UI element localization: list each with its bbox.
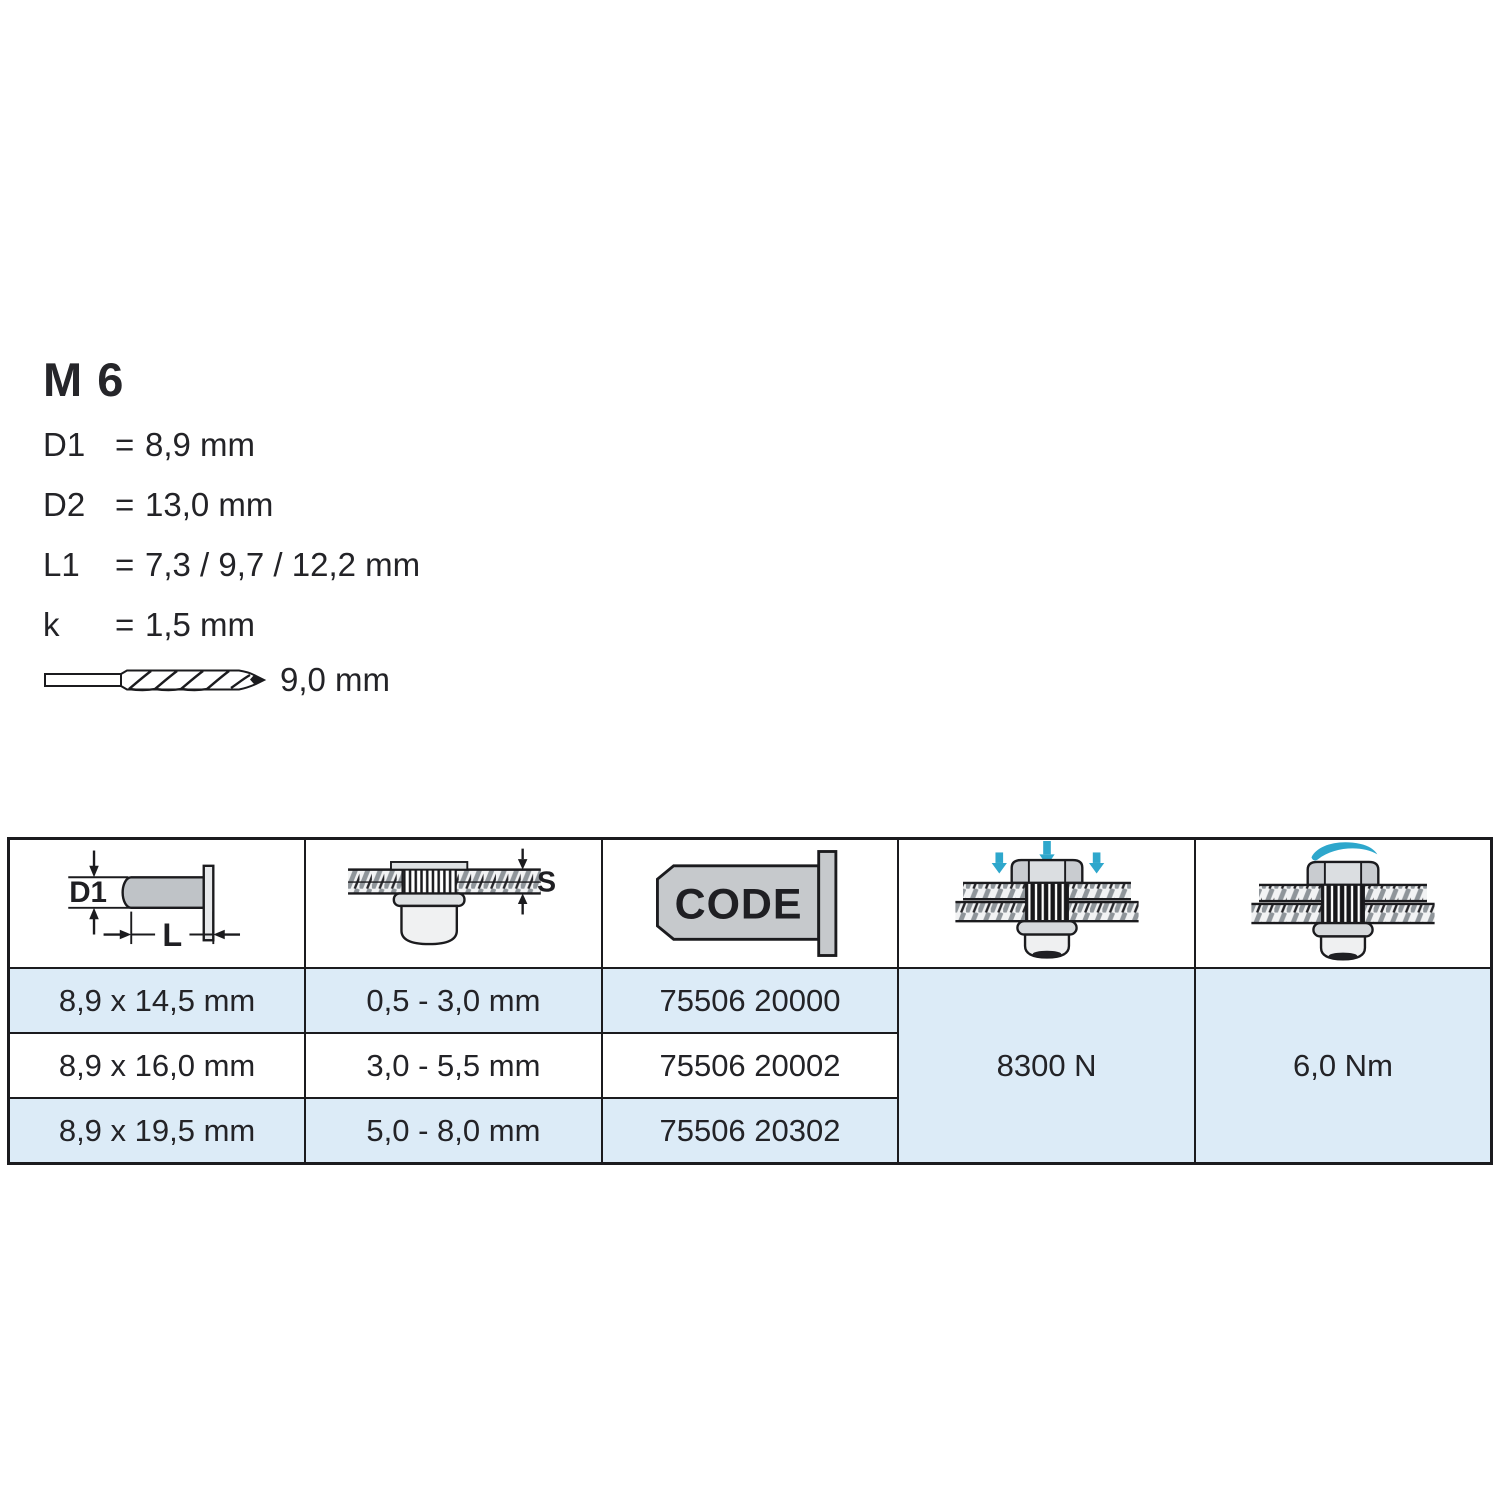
spec-label: L1 — [43, 546, 80, 583]
size-cell: 8,9 x 16,0 mm — [9, 1033, 306, 1098]
grip-range-cell: 0,5 - 3,0 mm — [305, 968, 602, 1033]
spec-label: k — [43, 606, 60, 643]
header-torque-diagram-cell — [1195, 839, 1492, 969]
header-dimension-diagram-cell — [9, 839, 306, 969]
pull-out-force-diagram — [901, 841, 1193, 966]
torque-diagram — [1197, 841, 1489, 966]
code-cell: 75506 20302 — [602, 1098, 899, 1164]
header-pull-out-force-diagram-cell — [898, 839, 1195, 969]
header-code-diagram-cell — [602, 839, 899, 969]
code-cell: 75506 20000 — [602, 968, 899, 1033]
spec-value: 7,3 / 9,7 / 12,2 mm — [145, 546, 421, 583]
spec-row-k — [43, 595, 420, 655]
spec-value: 8,9 mm — [145, 426, 256, 463]
spec-label: D1 — [43, 426, 86, 463]
drill-size-row — [43, 657, 420, 703]
diagram-header-row — [9, 839, 1492, 969]
pull-out-force-cell: 8300 N — [898, 968, 1195, 1164]
code-label: CODE — [674, 880, 803, 929]
page-title: M 6 — [43, 353, 125, 406]
rivet-nut-dimension-diagram — [11, 841, 303, 966]
spec-value: 1,5 mm — [145, 606, 256, 643]
spec-row-d2 — [43, 475, 420, 535]
grip-range-diagram — [307, 841, 599, 966]
spec-equals: = — [115, 426, 135, 463]
drill-diameter-value: 9,0 mm — [280, 661, 391, 698]
spec-block — [43, 352, 420, 703]
spec-value: 13,0 mm — [145, 486, 274, 523]
size-cell: 8,9 x 14,5 mm — [9, 968, 306, 1033]
torque-cell: 6,0 Nm — [1195, 968, 1492, 1164]
spec-equals: = — [115, 606, 135, 643]
grip-label-s: S — [537, 866, 557, 899]
code-diagram — [604, 841, 896, 966]
grip-range-cell: 3,0 - 5,5 mm — [305, 1033, 602, 1098]
grip-range-cell: 5,0 - 8,0 mm — [305, 1098, 602, 1164]
dimension-label-l: L — [162, 916, 183, 953]
spec-equals: = — [115, 546, 135, 583]
spec-equals: = — [115, 486, 135, 523]
drill-bit-icon — [43, 663, 268, 697]
spec-row-d1 — [43, 415, 420, 475]
code-cell: 75506 20002 — [602, 1033, 899, 1098]
header-grip-range-diagram-cell — [305, 839, 602, 969]
size-cell: 8,9 x 19,5 mm — [9, 1098, 306, 1164]
dimension-label-d1: D1 — [69, 876, 108, 910]
spec-row-l1 — [43, 535, 420, 595]
torque-arrow-icon — [1311, 842, 1377, 860]
spec-label: D2 — [43, 486, 86, 523]
table-row — [9, 968, 1492, 1033]
product-variants-table — [7, 837, 1493, 1165]
